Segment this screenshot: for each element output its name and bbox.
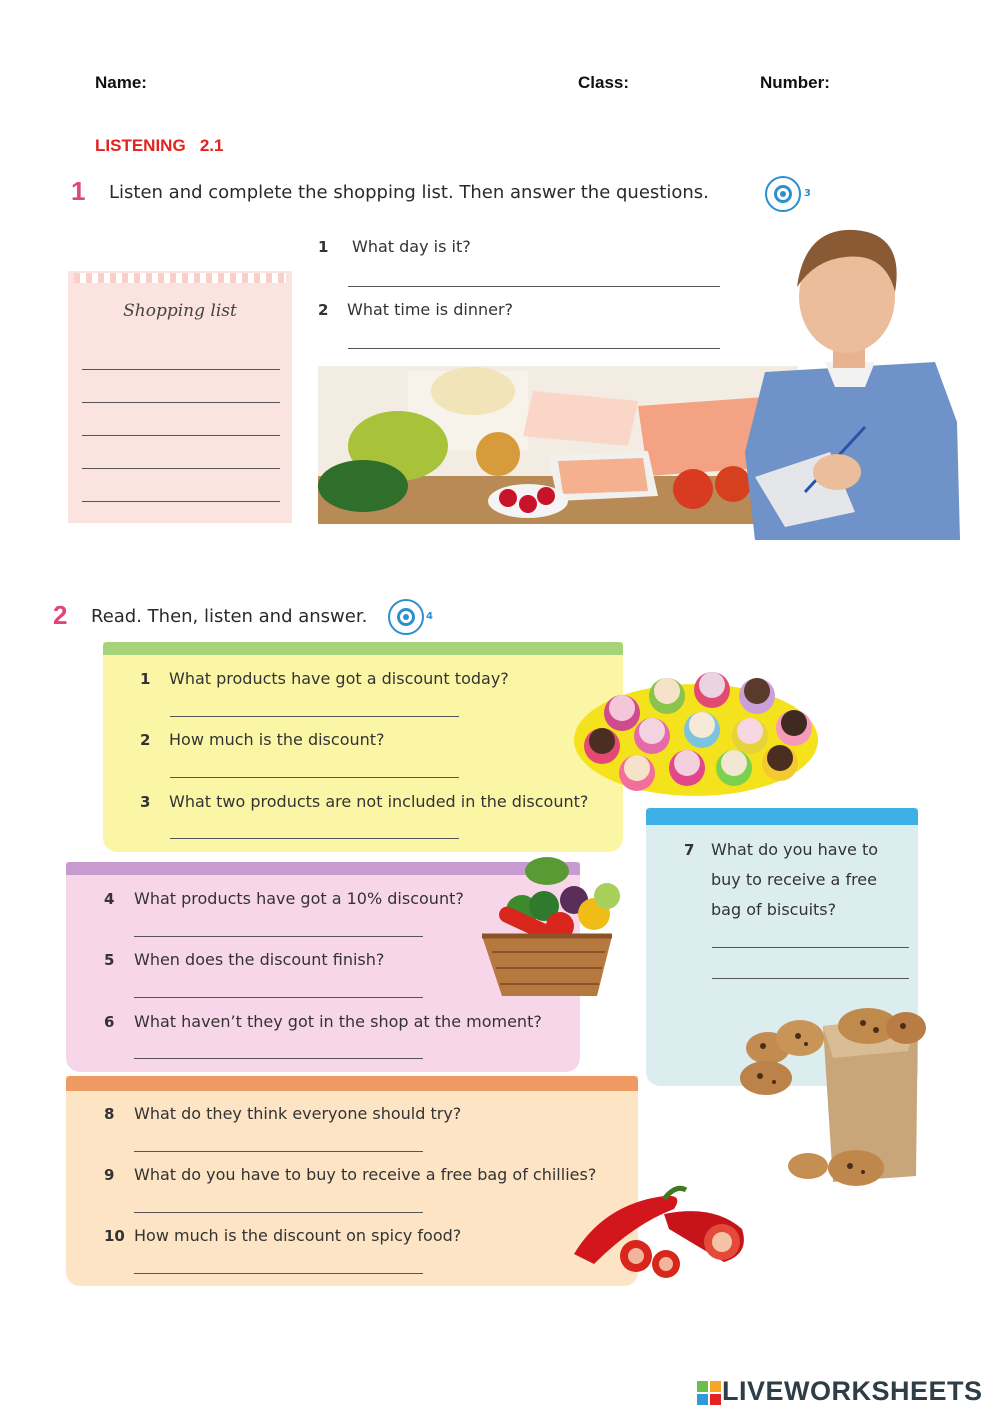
question-number: 3 xyxy=(140,793,151,811)
question-text: What do you have to buy to receive a free bag of chillies? xyxy=(134,1165,597,1184)
notepad-binding xyxy=(74,273,286,283)
ex1-question-number: 2 xyxy=(318,301,329,319)
answer-line[interactable] xyxy=(348,286,720,287)
question-text: What two products are not included in the discount? xyxy=(169,792,589,811)
question-number: 8 xyxy=(104,1105,115,1123)
question-number: 1 xyxy=(140,670,151,688)
number-label: Number: xyxy=(760,73,830,92)
question-text: What do they think everyone should try? xyxy=(134,1104,462,1123)
boy-writing-photo xyxy=(745,222,960,540)
class-label: Class: xyxy=(578,73,630,92)
red-chillies-photo xyxy=(564,1184,750,1282)
food-photo xyxy=(318,366,798,524)
answer-line[interactable] xyxy=(348,348,720,349)
question-number: 4 xyxy=(104,890,115,908)
shopping-list-line[interactable] xyxy=(82,369,280,370)
shopping-list-title: Shopping list xyxy=(123,301,237,321)
ex1-question-text: What day is it? xyxy=(352,237,471,256)
question-text: What products have got a 10% discount? xyxy=(134,889,464,908)
question-number: 10 xyxy=(104,1227,125,1245)
vegetable-basket-photo xyxy=(462,856,630,1002)
name-label: Name: xyxy=(95,73,147,92)
cupcakes-photo xyxy=(572,668,820,798)
question-text: When does the discount finish? xyxy=(134,950,385,969)
exercise-1-instruction: Listen and complete the shopping list. Then answer the questions. xyxy=(109,182,709,203)
question-number: 2 xyxy=(140,731,151,749)
exercise-2-number: 2 xyxy=(53,600,68,630)
question-text: bag of biscuits? xyxy=(711,900,837,919)
shopping-list-card xyxy=(68,271,292,523)
question-text: How much is the discount on spicy food? xyxy=(134,1226,462,1245)
answer-line[interactable] xyxy=(134,1273,423,1274)
section-title: LISTENING 2.1 xyxy=(95,136,224,155)
question-text: What do you have to xyxy=(711,840,879,859)
shopping-list-line[interactable] xyxy=(82,402,280,403)
audio-track-number: 4 xyxy=(426,611,433,622)
answer-line[interactable] xyxy=(134,1212,423,1213)
answer-line[interactable] xyxy=(134,936,423,937)
answer-line[interactable] xyxy=(170,838,459,839)
answer-line[interactable] xyxy=(134,997,423,998)
exercise-2-instruction: Read. Then, listen and answer. xyxy=(91,606,368,627)
question-number: 6 xyxy=(104,1013,115,1031)
audio-track-number: 3 xyxy=(804,188,811,199)
biscuits-bag-photo xyxy=(738,996,930,1192)
ex1-question-number: 1 xyxy=(318,238,329,256)
shopping-list-line[interactable] xyxy=(82,435,280,436)
panel-header-bar xyxy=(66,1076,638,1091)
answer-line[interactable] xyxy=(134,1151,423,1152)
answer-line[interactable] xyxy=(712,978,909,979)
question-text: What products have got a discount today? xyxy=(169,669,509,688)
exercise-1-number: 1 xyxy=(71,176,86,206)
panel-header-bar xyxy=(103,642,623,655)
answer-line[interactable] xyxy=(170,716,459,717)
answer-line[interactable] xyxy=(134,1058,423,1059)
cd-audio-icon[interactable] xyxy=(765,176,801,212)
shopping-list-line[interactable] xyxy=(82,468,280,469)
question-number: 5 xyxy=(104,951,115,969)
question-text: What haven’t they got in the shop at the moment? xyxy=(134,1012,542,1031)
liveworksheets-brand[interactable]: LIVEWORKSHEETS xyxy=(722,1376,983,1406)
liveworksheets-logo-icon xyxy=(697,1381,721,1405)
question-text: buy to receive a free xyxy=(711,870,877,889)
ex1-question-text: What time is dinner? xyxy=(347,300,514,319)
shopping-list-line[interactable] xyxy=(82,501,280,502)
question-number: 7 xyxy=(684,841,695,859)
panel-header-bar xyxy=(646,808,918,825)
question-text: How much is the discount? xyxy=(169,730,385,749)
question-number: 9 xyxy=(104,1166,115,1184)
answer-line[interactable] xyxy=(170,777,459,778)
answer-line[interactable] xyxy=(712,947,909,948)
cd-audio-icon[interactable] xyxy=(388,599,424,635)
